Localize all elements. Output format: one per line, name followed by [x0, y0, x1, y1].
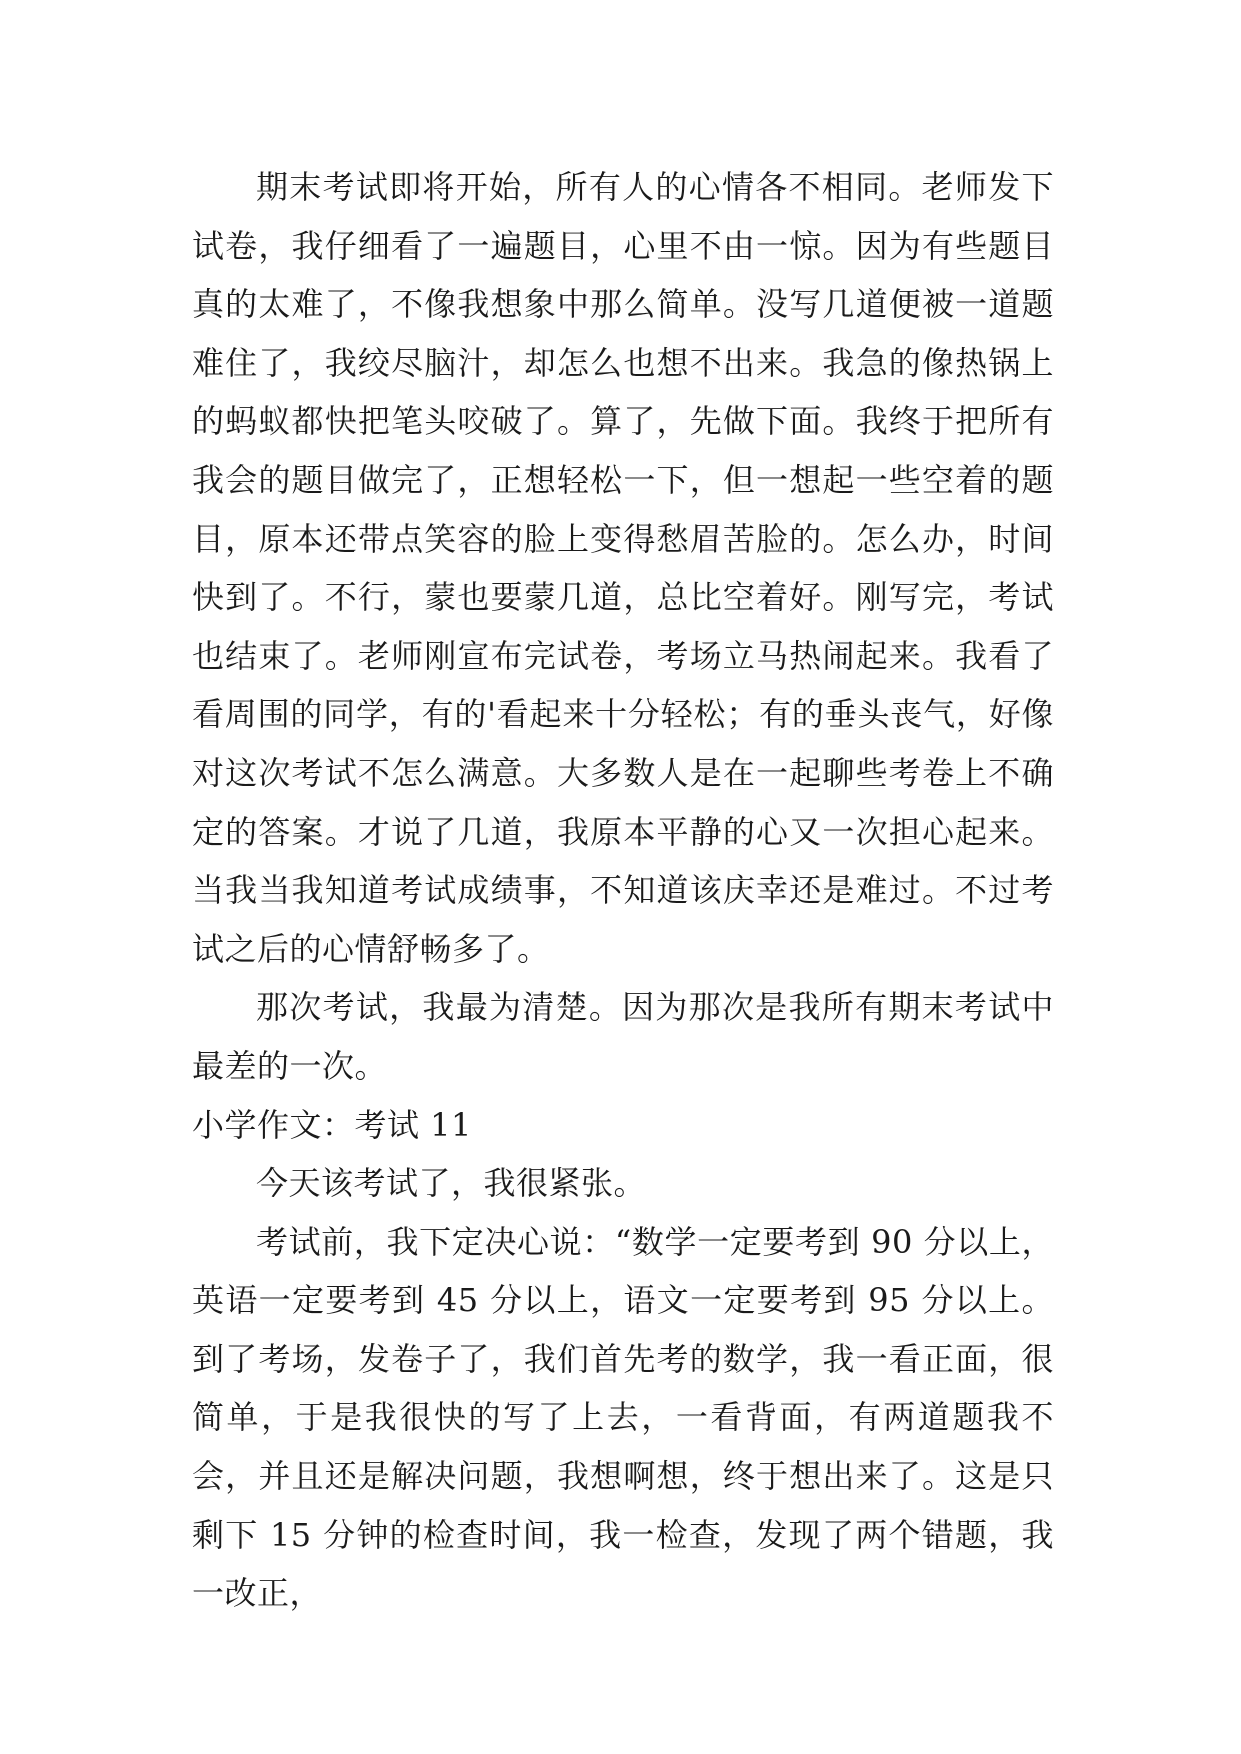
document-body [192, 158, 1054, 1623]
paragraph-intro: 今天该考试了，我很紧张。 [256, 1164, 647, 1203]
essay-heading: 小学作文：考试 11 [192, 1105, 472, 1144]
paragraph-exam-story: 期末考试即将开始，所有人的心情各不相同。老师发下试卷，我仔细看了一遍题目，心里不由一惊。因为有些题目真的太难了，不像我想象中那么简单。没写几道便被一道题难住了，我绞尽脑汁，却怎么也想不出来。我急的像热锅上的蚂蚁都快把笔头咬破了。算了，先做下面。我终于把所有我会的题目做完了，正想轻松一下，但一想起一些空着的题目，原本还带点笑容的脸上变得愁眉苦脸的。怎么办，时间快到了。不行，蒙也要蒙几道，总比空着好。刚写完，考试也结束了。老师刚宣布完试卷，考场立马热闹起来。我看了看周围的同学，有的'看起来十分轻松；有的垂头丧气，好像对这次考试不怎么满意。大多数人是在一起聊些考卷上不确定的答案。才说了几道，我原本平静的心又一次担心起来。当我当我知道考试成绩事，不知道该庆幸还是难过。不过考试之后的心情舒畅多了。 [192, 168, 1054, 968]
paragraph-conclusion: 那次考试，我最为清楚。因为那次是我所有期末考试中最差的一次。 [192, 988, 1054, 1085]
paragraph-math-exam: 考试前，我下定决心说：“数学一定要考到 90 分以上，英语一定要考到 45 分以上，语文一定要考到 95 分以上。到了考场，发卷子了，我们首先考的数学，我一看正面，很简单，于是我很快的写了上去，一看背面，有两道题我不会，并且还是解决问题，我想啊想，终于想出来了。这是只剩下 15 分钟的检查时间，我一检查，发现了两个错题，我一改正， [192, 1222, 1054, 1613]
